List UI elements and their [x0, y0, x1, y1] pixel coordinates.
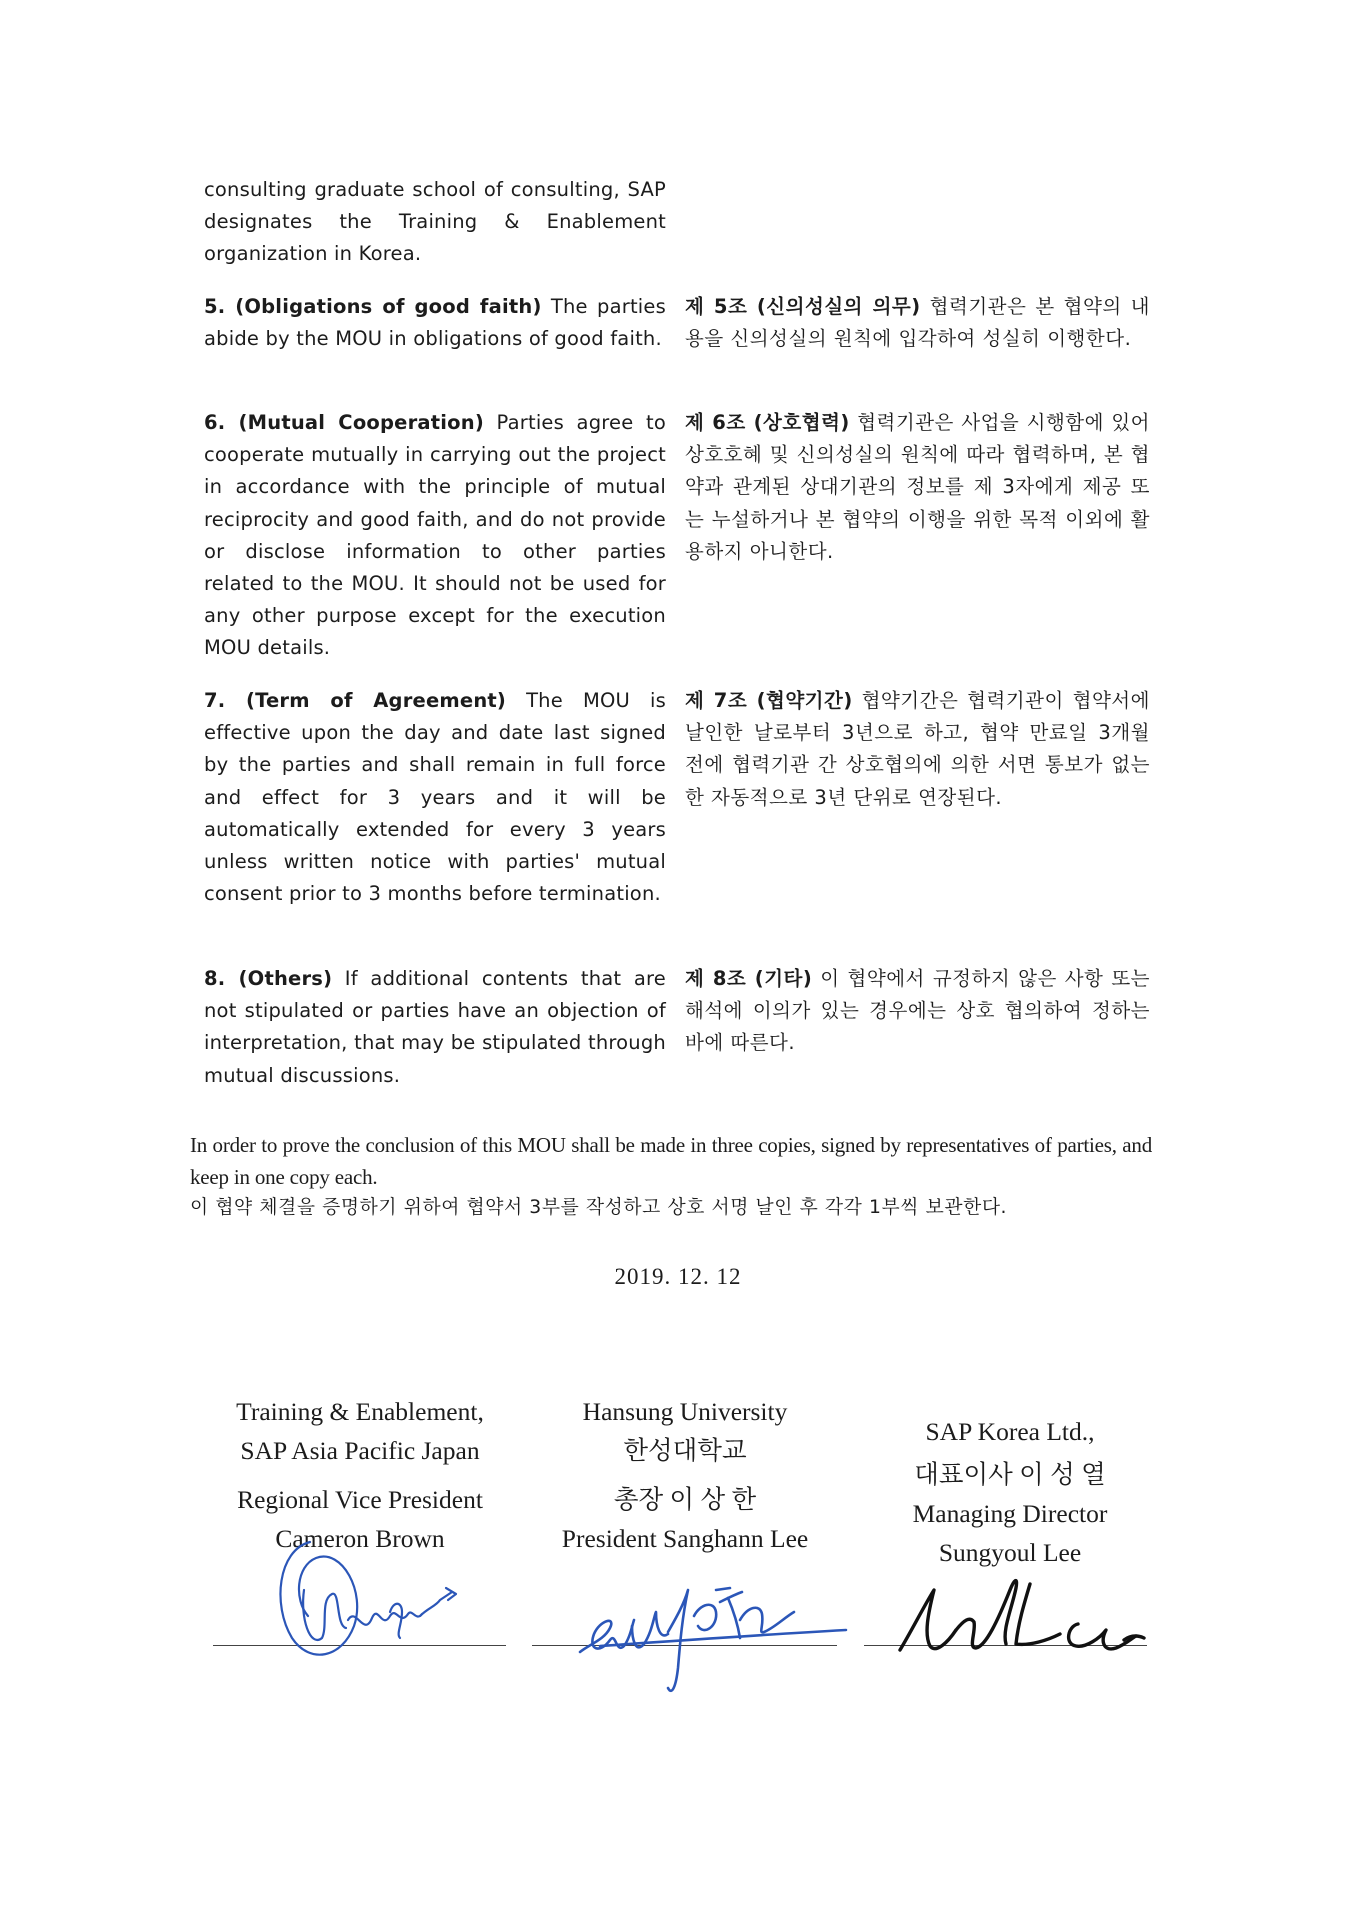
article-8-body-kr: 이 협약에서 규정하지 않은 사항 또는 해석에 이의가 있는 경우에는 상호 협의하여 정하는 바에 따른다. [685, 967, 1151, 1055]
signatory-3-org-line1: SAP Korea Ltd., [925, 1417, 1095, 1446]
signatory-block-hansung [525, 1392, 845, 1558]
article-6-kr [685, 407, 1150, 568]
article-7-kr [685, 685, 1150, 814]
signing-date: 2019. 12. 12 [614, 1264, 742, 1289]
signatory-2-org-line1: Hansung University [582, 1397, 788, 1426]
article-8-body: If additional contents that are not stipulated or parties have an objection of interpretation, that may be stipulated through mutual discussions. [204, 967, 666, 1087]
signatory-block-sap-korea [850, 1412, 1170, 1572]
signatory-3-org-line2: 대표이사 이 성 열 [914, 1460, 1106, 1489]
article-6-body: Parties agree to cooperate mutually in carrying out the project in accordance with the principle of mutual reciprocity and good faith, and do not provide or disclose information to other parties related to the MOU. It should not be used for any other purpose except for the execution MOU details. [204, 411, 666, 660]
article-5-heading-kr: 제 5조 (신의성실의 의무) [685, 295, 921, 318]
article-8-kr [685, 963, 1150, 1060]
article-7-heading: 7. (Term of Agreement) [204, 689, 507, 712]
signatory-2-title: 총장 이 상 한 [613, 1485, 757, 1514]
signatory-3-title: Managing Director [912, 1499, 1108, 1528]
article-6-heading: 6. (Mutual Cooperation) [204, 411, 484, 434]
article-7-heading-kr: 제 7조 (협약기간) [685, 689, 853, 712]
signatory-2-name: President Sanghann Lee [561, 1524, 809, 1553]
signatory-1-title: Regional Vice President [237, 1485, 483, 1514]
signatory-2-org-line2: 한성대학교 [623, 1436, 747, 1465]
article-6-heading-kr: 제 6조 (상호협력) [685, 411, 850, 434]
article-7-en [204, 685, 666, 910]
article-6-body-kr: 협력기관은 사업을 시행함에 있어 상호호혜 및 신의성실의 원칙에 따라 협력하며, 본 협약과 관계된 상대기관의 정보를 제 3자에게 제공 또는 누설하거나 본 협약의 이행을 위한 목적 이외에 활용하지 아니한다. [685, 411, 1150, 563]
article-5-kr [685, 291, 1150, 355]
article-8-heading: 8. (Others) [204, 967, 333, 990]
article-5-body-kr: 협력기관은 본 협약의 내용을 신의성실의 원칙에 입각하여 성실히 이행한다. [685, 295, 1150, 351]
signature-cameron-brown-icon [270, 1530, 470, 1670]
closing-statement-en: In order to prove the conclusion of this MOU shall be made in three copies, signed by representatives of parties, and keep in one copy each. [190, 1133, 1152, 1189]
signatory-1-name: Cameron Brown [275, 1524, 445, 1553]
signatory-3-name: Sungyoul Lee [938, 1538, 1082, 1567]
intro-paragraph [204, 174, 666, 271]
signature-sanghann-lee-icon [570, 1570, 860, 1700]
article-6-en [204, 407, 666, 665]
article-7-body-kr: 협약기간은 협력기관이 협약서에 날인한 날로부터 3년으로 하고, 협약 만료일 3개월 전에 협력기관 간 상호협의에 의한 서면 통보가 없는 한 자동적으로 3년 단위로 연장된다. [685, 689, 1150, 809]
intro-text: consulting graduate school of consulting, SAP designates the Training & Enablement organization in Korea. [204, 178, 666, 266]
signatory-1-org-line1: Training & Enablement, [236, 1397, 484, 1426]
signatory-1-org-line2: SAP Asia Pacific Japan [240, 1436, 480, 1465]
article-8-heading-kr: 제 8조 (기타) [685, 967, 813, 990]
article-7-body: The MOU is effective upon the day and date last signed by the parties and shall remain in full force and effect for 3 years and it will be automatically extended for every 3 years unless written notice with parties' mutual consent prior to 3 months before termination. [204, 689, 666, 906]
article-8-en [204, 963, 666, 1092]
signature-sungyoul-lee-icon [890, 1560, 1160, 1670]
article-5-body: The parties abide by the MOU in obligations of good faith. [204, 295, 666, 351]
article-5-heading: 5. (Obligations of good faith) [204, 295, 542, 318]
article-5-en [204, 291, 666, 355]
closing-statement-kr: 이 협약 체결을 증명하기 위하여 협약서 3부를 작성하고 상호 서명 날인 후 각각 1부씩 보관한다. [190, 1197, 1008, 1218]
